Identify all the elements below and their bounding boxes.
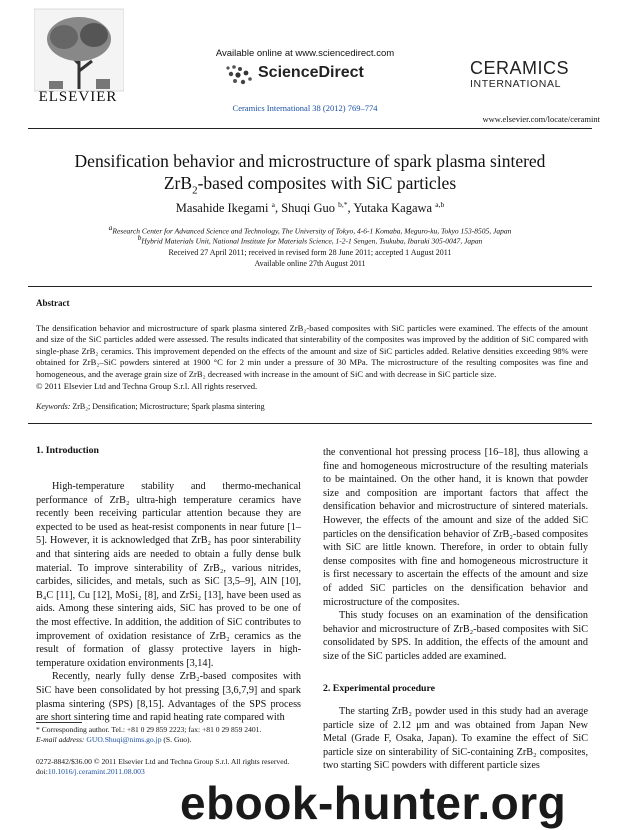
publisher-name: ELSEVIER [38,89,118,105]
journal-logo-subtitle: INTERNATIONAL [470,78,562,90]
abstract-heading: Abstract [36,298,70,308]
intro-paragraph-2: Recently, nearly fully dense ZrB₂-based composites with SiC have been consolidated by hot pressing [3,6,7,9] and spark plasma sintering (SPS) [8,15]. Advantages of the SPS process are short sintering time and rapid heating rate compared with [36,671,301,724]
abstract-top-rule [28,286,592,287]
sciencedirect-dots-icon [222,64,256,86]
affiliation-b: $^b$Hybrid Materials Unit, National Institute for Materials Science, 1-2-1 Sengen, Tsukuba, Ibaraki 305-0047, Japan [137,233,483,246]
email-link[interactable]: GUO.Shuqi@nims.go.jp [86,735,162,744]
section-heading-introduction: 1. Introduction [36,445,99,456]
footnote: * Corresponding author. Tel.: +81 0 29 859 2223; fax: +81 0 29 859 2401. E-mail address: GUO.Shuqi@nims.go.jp (S. Guo). [36,725,262,744]
header-rule [28,128,592,129]
keywords: Keywords: ZrB₂; Densification; Microstructure; Spark plasma sintering [36,402,265,411]
section-heading-experimental: 2. Experimental procedure [323,682,436,694]
received-dates: Received 27 April 2011; received in revised form 28 June 2011; accepted 1 August 2011 [168,248,452,257]
available-online-text[interactable]: Available online at www.sciencedirect.com [215,48,395,59]
journal-url-link[interactable]: www.elsevier.com/locate/ceramint [482,114,600,124]
footnote-rule [36,722,82,723]
doi-link[interactable]: 10.1016/j.ceramint.2011.08.003 [47,767,145,776]
intro-paragraph-1: High-temperature stability and thermo-mechanical performance of ZrB₂ ultra-high temperature ceramics have recently been receiving particular attention because they are expected to be used as heat-resist components in near future [1–5]. However, it is acknowledged that ZrB₂ has poor sinterability and that sintering aids are needed to obtain a fully dense bulk material. To improve sinterability of ZrB₂, various nitrides, carbides, silicides, and metals, such as SiC [3,5–9], AlN [10], B₄C [11], Cu [12], MoSi₂ [8], and ZrSi₂ [13], have been used as aids. Among these sintering aids, SiC has proved to be one of the most effective. In addition, the addition of SiC contributes to improvement of oxidation resistance of ZrB₂ ceramics as the result of formation of glassy protective layers in high-temperature oxidation environments [3,14]. [36,481,301,669]
sciencedirect-logo: ScienceDirect [258,64,364,81]
experimental-paragraph-1: The starting ZrB₂ powder used in this study had an average particle size of 2.12 μm and was obtained from Japan New Metal (Grade F, Osaka, Japan). To examine the effect of SiC particle size on sinterability of SiC-containing ZrB₂ composites, two starting SiC powders with different particle sizes [323,706,588,772]
journal-logo-title: CERAMICS [470,58,570,78]
journal-reference-link[interactable]: Ceramics International 38 (2012) 769–774 [232,103,378,113]
article-title: Densification behavior and microstructure of spark plasma sintered ZrB$_2$-based composites with SiC particles [74,151,546,197]
affiliation-a: $^a$Research Center for Advanced Science and Technology, The University of Tokyo, 4-6-1 Komaba, Meguro-ku, Tokyo 153-8505, Japan [108,223,512,236]
intro-paragraph-3: the conventional hot pressing process [16–18], thus allowing a fine and homogeneous microstructure of the resulting materials to be maintained. On the other hand, it is known that powder size and composition are important factors that affect the densification behavior and microstructure of sintered materials. However, the effects of the amount and size of the added SiC particles on the densification behavior of ZrB₂-based composites with SiC are little known. Therefore, in order to obtain fully dense composites with fine and homogeneous microstructure it is first necessary to ascertain the effects of the amount and size of added SiC particles on the densification behavior and microstructure of the composites. [323,447,588,608]
intro-paragraph-4: This study focuses on an examination of the densification behavior and microstructure of ZrB₂-based composites with SiC consolidated by SPS. In addition, the effects of the amount and size of the SiC particles added are examined. [323,610,588,662]
abstract-body: The densification behavior and microstructure of spark plasma sintered ZrB₂-based composites with SiC particles were examined. The effects of the amount and size of the SiC particles added were assessed. The results indicated that sinterability of the composites was improved by the addition of SiC compared with single-phase ZrB₂ ceramics. This improvement depended on the effects of the amount and size of SiC particles added. Relative densities exceeding 98% were obtained for ZrB₂–SiC powders sintered at 1900 °C for 2 min under a pressure of 30 MPa. The microstructure of the resulting composites was fine and homogeneous, and the average grain size of ZrB₂ decreased with increase in the amount of SiC and with decrease in SiC particle size. [36,323,588,379]
bottom-info: 0272-8842/$36.00 © 2011 Elsevier Ltd and Techna Group S.r.l. All rights reserved. doi:10.1016/j.ceramint.2011.08.003 [36,757,336,777]
abstract-copyright: © 2011 Elsevier Ltd and Techna Group S.r.l. All rights reserved. [36,381,258,391]
abstract-bottom-rule [28,423,592,424]
author-name[interactable]: Yutaka Kagawa [353,201,433,216]
available-date: Available online 27th August 2011 [254,259,366,268]
author-name[interactable]: Masahide Ikegami [175,201,269,216]
left-column [36,445,301,725]
author-list: Masahide Ikegami $^a$, Shuqi Guo $^{b,*}$, Yutaka Kagawa $^{a,b}$ [175,200,445,216]
right-column [323,446,588,773]
elsevier-tree-logo [34,6,124,102]
watermark: ebook-hunter.org [180,777,567,829]
issn-line: 0272-8842/$36.00 © 2011 Elsevier Ltd and Techna Group S.r.l. All rights reserved. [36,757,290,766]
author-name[interactable]: Shuqi Guo [281,201,336,216]
